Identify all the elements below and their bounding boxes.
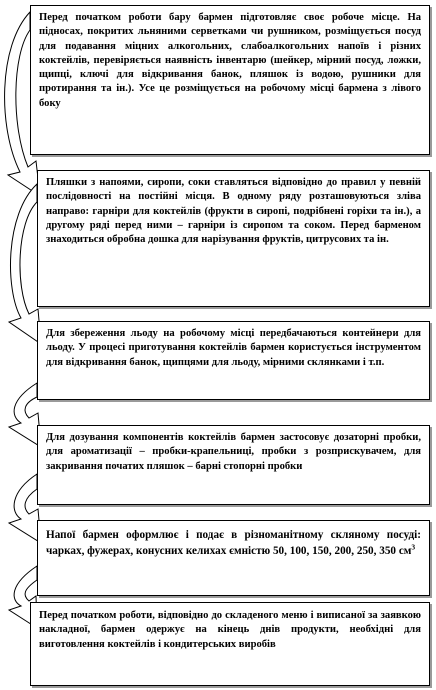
step-1-box <box>30 5 430 155</box>
step-5-superscript: 3 <box>411 542 416 552</box>
step-1-text: Перед початком роботи бару бармен підготовляє своє робоче місце. На підносах, покритих льняними серветками чи рушником, розміщується посуд для подавання міцних алкогольних, слабоалкогольних напоїв і різних коктейлів, перевіряється наявність інвентарю (шейкер, мірний посуд, ложки, щипці, ключі для відкривання банок, пляшок із водою, рушники для протирання та ін.). Усе це розміщується на робочому місці бармена з лівого боку <box>39 12 421 109</box>
step-5-box <box>37 520 430 596</box>
step-4-text: Для дозування компонентів коктейлів бармен застосовує дозаторні пробки, для ароматизації – пробки-крапельниці, пробки з розприскувачем, для закривання початих пляшок – барні стопорні пробки <box>46 432 421 472</box>
step-2-text: Пляшки з напоями, сиропи, соки ставляться відповідно до правил у певній послідовності на постійні місця. В одному ряду розташовуються зліва направо: гарніри для коктейлів (фрукти в сиропі, подрібнені горіхи та ін.), а другому ряді перед ними – гарніри із сиропом та соком. Перед барменом знаходиться обробна дошка для нарізування фруктів, цитрусових та ін. <box>46 177 421 246</box>
step-6-box <box>30 602 430 686</box>
step-3-text: Для збереження льоду на робочому місці передбачаються контейнери для льоду. У процесі приготування коктейлів бармен користується інструментом для відкривання банок, щипцями для льоду, мірними склянками і т.п. <box>46 328 421 368</box>
step-5-paragraph <box>46 527 421 559</box>
step-2-box <box>37 170 430 307</box>
step-6-text: Перед початком роботи, відповідно до складеного меню і виписаної за заявкою накладної, бармен одержує на кінець днів продукти, необхідні для виготовлення коктейлів і кондитерських виробів <box>39 610 421 650</box>
step-3-box <box>37 321 430 400</box>
step-4-box <box>37 425 430 505</box>
step-5-text: Напої бармен оформлює і подає в різноманітному скляному посуді: чарках, фужерах, конусних келихах ємністю 50, 100, 150, 200, 250, 350 см <box>46 529 421 558</box>
